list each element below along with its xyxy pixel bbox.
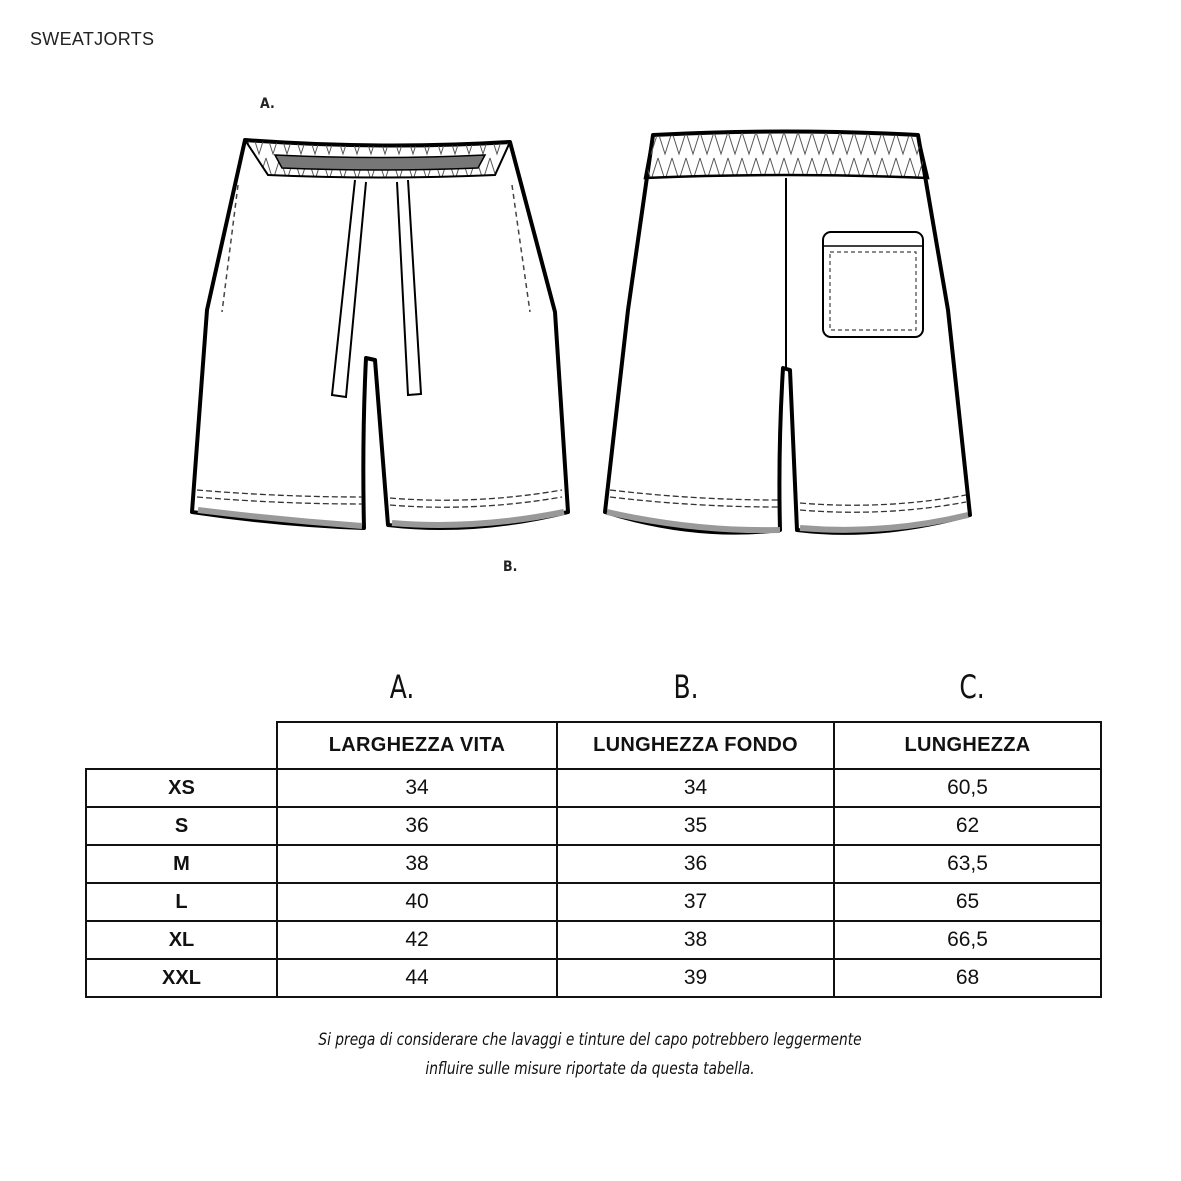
column-letter-c: C. <box>959 668 985 706</box>
size-chart-table <box>85 721 1102 998</box>
length-value: 62 <box>834 807 1101 845</box>
hem-width-value: 34 <box>557 769 834 807</box>
disclaimer-line-1: Si prega di considerare che lavaggi e tinture del capo potrebbero leggermente <box>318 1030 862 1050</box>
hem-width-value: 35 <box>557 807 834 845</box>
waist-width-value: 40 <box>277 883 557 921</box>
column-letter-b: B. <box>673 668 699 706</box>
length-value: 66,5 <box>834 921 1101 959</box>
size-label: L <box>86 883 277 921</box>
column-letter-a: A. <box>389 668 415 706</box>
marker-a: A. <box>260 96 275 112</box>
hem-width-value: 38 <box>557 921 834 959</box>
size-label: XL <box>86 921 277 959</box>
table-row <box>86 959 1101 997</box>
header-lunghezza: LUNGHEZZA <box>834 722 1101 769</box>
length-value: 65 <box>834 883 1101 921</box>
size-label: S <box>86 807 277 845</box>
table-row <box>86 883 1101 921</box>
waist-width-value: 44 <box>277 959 557 997</box>
length-value: 68 <box>834 959 1101 997</box>
hem-width-value: 36 <box>557 845 834 883</box>
size-label: M <box>86 845 277 883</box>
length-value: 63,5 <box>834 845 1101 883</box>
size-label: XS <box>86 769 277 807</box>
table-row <box>86 769 1101 807</box>
front-view-shorts <box>192 140 568 528</box>
waist-width-value: 38 <box>277 845 557 883</box>
waist-width-value: 36 <box>277 807 557 845</box>
header-lunghezza-fondo: LUNGHEZZA FONDO <box>557 722 834 769</box>
hem-width-value: 39 <box>557 959 834 997</box>
header-corner <box>86 722 277 769</box>
product-title: SWEATJORTS <box>30 29 155 49</box>
back-view-shorts <box>605 132 970 533</box>
disclaimer-note <box>230 1026 950 1084</box>
table-row <box>86 921 1101 959</box>
waist-width-value: 42 <box>277 921 557 959</box>
size-label: XXL <box>86 959 277 997</box>
length-value: 60,5 <box>834 769 1101 807</box>
hem-width-value: 37 <box>557 883 834 921</box>
header-larghezza-vita: LARGHEZZA VITA <box>277 722 557 769</box>
shorts-technical-drawing <box>180 120 1000 550</box>
waist-width-value: 34 <box>277 769 557 807</box>
table-row <box>86 845 1101 883</box>
table-header-row <box>86 722 1101 769</box>
disclaimer-line-2: influire sulle misure riportate da questa tabella. <box>425 1059 755 1079</box>
marker-b: B. <box>503 559 518 575</box>
table-row <box>86 807 1101 845</box>
